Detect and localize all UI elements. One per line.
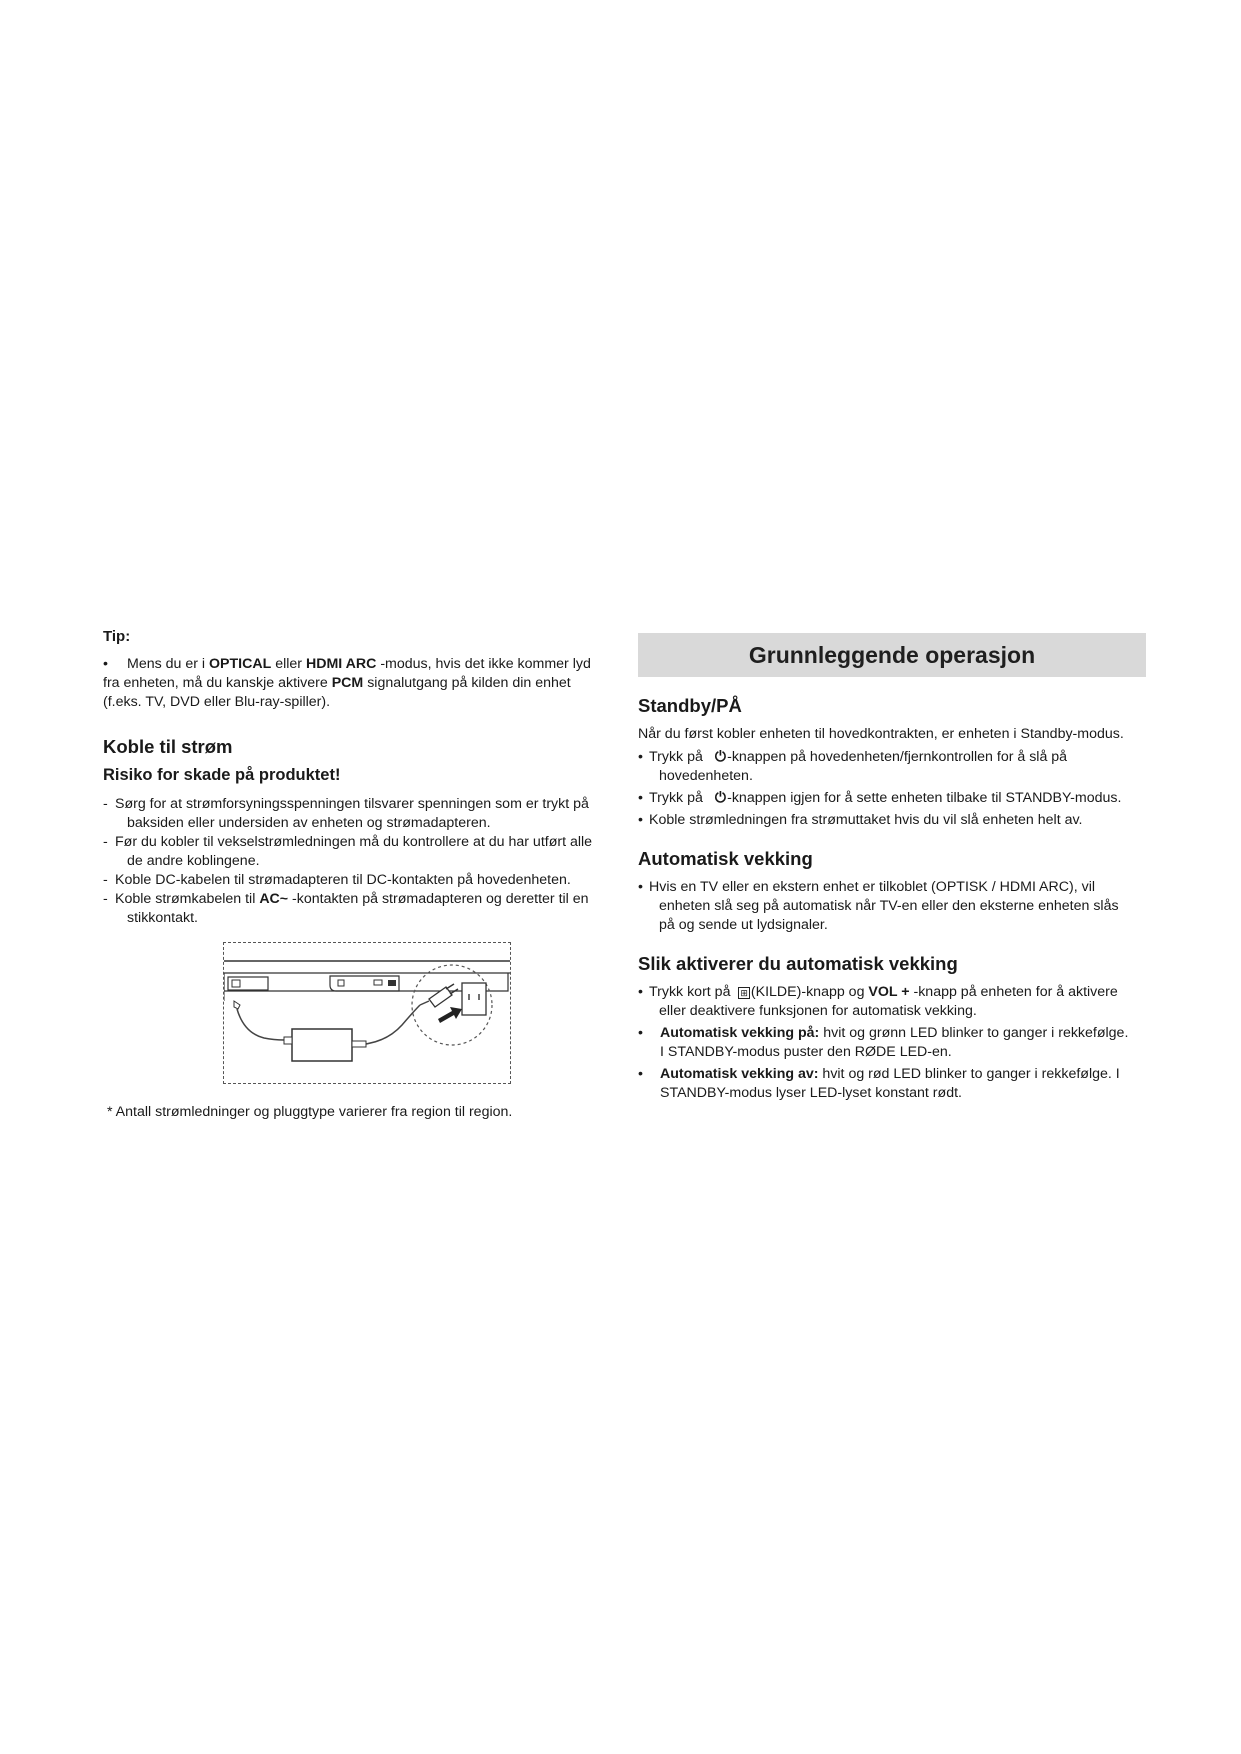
- wall-socket: [462, 983, 486, 1015]
- source-icon: ⊞: [740, 988, 748, 998]
- power-adapter: [292, 1029, 352, 1061]
- insert-arrow: [438, 1007, 462, 1023]
- right-column: [638, 633, 1146, 1106]
- tip-bullet: • Mens du er i OPTICAL eller HDMI ARC -modus, hvis det ikke kommer lyd fra enheten, må du kanskje aktivere PCM signalutgang på kilden din enhet (f.eks. TV, DVD eller Blu-ray-spiller).: [103, 656, 591, 710]
- list-item: • Trykk på ⏻-knappen på hovedenheten/fjernkontrollen for å slå på hovedenheten.: [638, 749, 1068, 784]
- section-heading-auto-wake: Automatisk vekking: [638, 848, 813, 869]
- power-icon: ⏻: [714, 749, 727, 765]
- tip-label: Tip:: [103, 628, 131, 645]
- ac-plug: [429, 987, 452, 1007]
- list-item: - Sørg for at strømforsyningsspenningen tilsvarer spenningen som er trykt på baksiden eller undersiden av enheten og strømadapteren.: [103, 796, 589, 831]
- section-heading-activate: Slik aktiverer du automatisk vekking: [638, 953, 958, 974]
- left-column: [103, 628, 603, 1120]
- section-heading-power: Koble til strøm: [103, 736, 233, 757]
- list-item: • Automatisk vekking på: hvit og grønn LED blinker to ganger i rekkefølge. I STANDBY-modus puster den RØDE LED-en.: [638, 1025, 1129, 1060]
- warning-subheading: Risiko for skade på produktet!: [103, 766, 341, 784]
- section-heading-standby: Standby/PÅ: [638, 695, 742, 716]
- power-connection-diagram: [223, 942, 511, 1084]
- connection-illustration: [224, 943, 510, 1083]
- list-item: • Trykk på ⏻-knappen igjen for å sette enheten tilbake til STANDBY-modus.: [638, 790, 1122, 806]
- footnote: * Antall strømledninger og pluggtype varierer fra region til region.: [107, 1104, 513, 1120]
- list-item: • Automatisk vekking av: hvit og rød LED blinker to ganger i rekkefølge. I STANDBY-modus lyser LED-lyset konstant rødt.: [638, 1066, 1120, 1101]
- standby-intro: Når du først kobler enheten til hovedkontrakten, er enheten i Standby-modus.: [638, 726, 1124, 742]
- list-item: - Koble strømkabelen til AC~ -kontakten på strømadapteren og deretter til en stikkontakt.: [103, 891, 589, 926]
- list-item: • Hvis en TV eller en ekstern enhet er tilkoblet (OPTISK / HDMI ARC), vil enheten slå seg på automatisk når TV-en eller den eksterne enheten slås på og sende ut lydsignaler.: [638, 879, 1119, 933]
- bullet-mark: •: [103, 656, 108, 672]
- dc-port-block: [228, 977, 268, 990]
- list-item: - Før du kobler til vekselstrømledningen må du kontrollere at du har utført alle de andre koblingene.: [103, 834, 593, 869]
- list-item: • Koble strømledningen fra strømuttaket hvis du vil slå enheten helt av.: [638, 812, 1083, 828]
- list-item: - Koble DC-kabelen til strømadapteren til DC-kontakten på hovedenheten.: [103, 872, 571, 888]
- list-item: • Trykk kort på ⊞ (KILDE)-knapp og VOL + -knapp på enheten for å aktivere eller deaktivere funksjonen for automatisk vekking.: [638, 984, 1118, 1019]
- power-icon: ⏻: [714, 790, 727, 806]
- banner-heading: Grunnleggende operasjon: [638, 633, 1146, 677]
